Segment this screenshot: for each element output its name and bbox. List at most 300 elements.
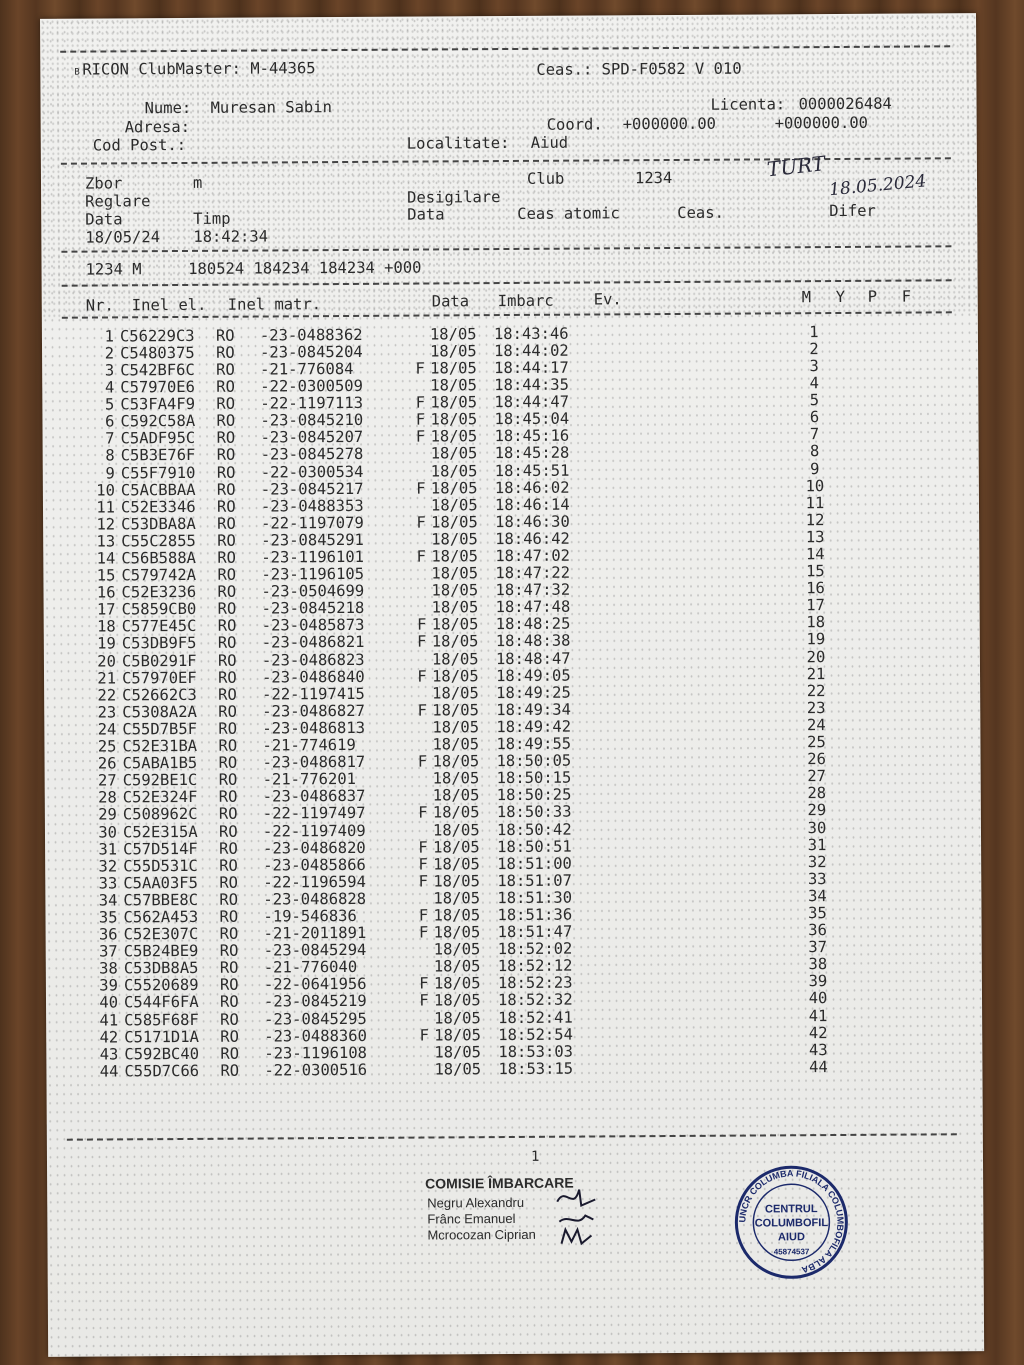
flag-marker xyxy=(411,566,431,583)
arrival-date: 18/05 xyxy=(433,837,480,857)
flag-marker: F xyxy=(417,667,427,686)
handwritten-note: TURT xyxy=(765,151,827,182)
flag-marker: F xyxy=(415,410,426,429)
flag-marker: F xyxy=(418,855,428,874)
row-number: 4 xyxy=(104,378,115,397)
flag-marker xyxy=(414,1044,434,1061)
country-code: RO xyxy=(220,1044,240,1063)
arrival-date: 18/05 xyxy=(432,683,479,703)
flag-marker: F xyxy=(416,513,426,532)
place-number: 4 xyxy=(809,374,819,393)
arrival-time: 18:51:07 xyxy=(497,871,572,890)
flag-marker xyxy=(411,463,431,480)
flag-marker: F xyxy=(415,393,426,412)
arrival-time: 18:53:15 xyxy=(498,1059,574,1078)
country-code: RO xyxy=(217,651,237,670)
ring-matriculation: -22-0300534 xyxy=(260,462,364,482)
arrival-date: 18/05 xyxy=(429,342,477,361)
summary-line: 1234 M 180524 184234 184234 +000 xyxy=(85,258,422,279)
arrival-date: 18/05 xyxy=(432,803,480,822)
flag-marker xyxy=(410,378,430,395)
country-code: RO xyxy=(217,668,237,687)
arrival-time: 18:49:42 xyxy=(496,717,572,737)
country-code: RO xyxy=(219,873,239,892)
flag-marker xyxy=(412,737,432,754)
place-number: 42 xyxy=(808,1023,828,1042)
printed-report-sheet xyxy=(40,13,984,1357)
localitate-value: Aiud xyxy=(530,133,569,152)
ring-matriculation: -22-1197409 xyxy=(262,821,366,841)
place-number: 37 xyxy=(808,938,828,957)
row-number: 23 xyxy=(97,703,117,722)
data2-label: Data xyxy=(407,205,445,224)
ring-electronic: C56229C3 xyxy=(119,326,195,346)
arrival-date: 18/05 xyxy=(433,889,481,908)
zbor-value: m xyxy=(192,173,203,192)
col-inel-el: Inel el. xyxy=(131,295,207,315)
row-number: 26 xyxy=(97,754,117,773)
arrival-time: 18:50:51 xyxy=(497,837,572,856)
place-number: 21 xyxy=(806,664,826,683)
coord-label: Coord. xyxy=(546,115,603,134)
place-number: 32 xyxy=(807,852,827,871)
country-code: RO xyxy=(215,343,235,362)
flag-marker xyxy=(411,446,431,463)
ring-electronic: C5520689 xyxy=(123,976,199,995)
arrival-time: 18:46:14 xyxy=(494,495,570,514)
arrival-date: 18/05 xyxy=(430,461,478,481)
ring-matriculation: -23-0486840 xyxy=(261,667,365,687)
country-code: RO xyxy=(219,941,239,960)
row-number: 39 xyxy=(99,976,118,995)
flag-marker xyxy=(414,959,434,976)
ring-electronic: C5859CB0 xyxy=(121,600,197,619)
ring-electronic: C562A453 xyxy=(123,907,199,927)
col-m: M xyxy=(801,288,812,307)
place-number: 30 xyxy=(807,818,827,837)
ring-matriculation: -23-0486821 xyxy=(261,633,365,652)
ring-matriculation: -23-1196108 xyxy=(264,1043,368,1063)
ring-electronic: C577E45C xyxy=(121,617,197,636)
country-code: RO xyxy=(217,582,237,601)
arrival-time: 18:43:46 xyxy=(493,324,569,343)
col-inel-matr: Inel matr. xyxy=(227,295,322,314)
ring-electronic: C5B0291F xyxy=(121,651,197,670)
country-code: RO xyxy=(217,599,237,619)
place-number: 43 xyxy=(808,1040,828,1059)
country-code: RO xyxy=(217,634,237,653)
place-number: 29 xyxy=(807,801,827,820)
arrival-time: 18:52:54 xyxy=(498,1025,573,1044)
flag-marker: F xyxy=(418,838,428,857)
ring-matriculation: -23-0486813 xyxy=(262,718,366,738)
ring-electronic: C57D514F xyxy=(123,839,198,858)
ring-matriculation: -22-0641956 xyxy=(263,975,367,994)
ring-matriculation: -23-0504699 xyxy=(261,582,365,601)
ring-matriculation: -23-1196101 xyxy=(261,547,365,567)
place-number: 23 xyxy=(806,698,826,718)
place-number: 3 xyxy=(809,357,819,376)
ring-matriculation: -22-0300516 xyxy=(264,1060,368,1080)
ring-matriculation: -23-0845278 xyxy=(260,445,364,464)
ring-matriculation: -22-1197415 xyxy=(262,684,365,704)
arrival-time: 18:52:12 xyxy=(497,956,573,976)
flag-marker xyxy=(414,942,434,959)
zbor-label: Zbor xyxy=(84,174,123,193)
ring-matriculation: -23-0486823 xyxy=(261,650,365,670)
ring-electronic: C55D531C xyxy=(123,856,198,876)
row-number: 22 xyxy=(97,686,117,705)
licenta-value: 0000026484 xyxy=(798,94,892,114)
row-number: 36 xyxy=(98,925,118,944)
country-code: RO xyxy=(219,993,239,1012)
ring-matriculation: -23-0845210 xyxy=(260,411,364,430)
handwritten-date: 18.05.2024 xyxy=(828,171,928,201)
place-number: 25 xyxy=(807,733,826,752)
ring-matriculation: -23-0845295 xyxy=(264,1009,367,1029)
row-number: 6 xyxy=(105,412,115,431)
ring-electronic: C5ACBBAA xyxy=(120,480,196,500)
place-number: 38 xyxy=(808,955,828,974)
ring-matriculation: -23-0488360 xyxy=(264,1026,367,1046)
arrival-date: 18/05 xyxy=(430,376,477,395)
ring-electronic: C5171D1A xyxy=(124,1027,199,1047)
arrival-time: 18:46:02 xyxy=(494,478,570,497)
clock-id: Ceas.: SPD-F0582 V 010 xyxy=(536,59,742,79)
flag-marker: F xyxy=(418,872,429,891)
place-number: 10 xyxy=(805,476,825,495)
row-number: 43 xyxy=(99,1045,119,1064)
arrival-date: 18/05 xyxy=(432,769,480,788)
flag-marker: F xyxy=(415,427,426,446)
ring-matriculation: -23-0845294 xyxy=(263,941,367,960)
col-nr: Nr. xyxy=(85,296,114,315)
ring-electronic: C57970E6 xyxy=(120,377,195,397)
arrival-date: 18/05 xyxy=(433,923,481,942)
ring-matriculation: -22-0300509 xyxy=(260,376,363,396)
place-number: 11 xyxy=(805,493,825,512)
ring-electronic: C55C2855 xyxy=(121,531,196,551)
coord-y: +000000.00 xyxy=(774,113,869,133)
prefix-mark: B xyxy=(74,67,80,78)
ring-electronic: C52E31BA xyxy=(122,736,198,756)
country-code: RO xyxy=(217,531,236,550)
row-number: 42 xyxy=(99,1028,119,1047)
ring-matriculation: -19-546836 xyxy=(263,906,357,926)
row-number: 40 xyxy=(99,993,119,1012)
arrival-time: 18:49:05 xyxy=(495,666,571,685)
coord-x: +000000.00 xyxy=(622,114,717,134)
ring-matriculation: -21-2011891 xyxy=(263,923,367,943)
arrival-time: 18:44:35 xyxy=(494,375,569,395)
arrival-time: 18:44:17 xyxy=(494,358,569,378)
stamp-line-3: AIUD xyxy=(777,1231,805,1244)
reglare-time: 18:42:34 xyxy=(193,227,269,246)
arrival-time: 18:48:47 xyxy=(495,649,571,668)
flag-marker xyxy=(412,720,432,737)
row-number: 20 xyxy=(97,651,116,671)
country-code: RO xyxy=(219,907,239,926)
country-code: RO xyxy=(216,360,235,379)
place-number: 41 xyxy=(808,1006,828,1025)
flag-marker: F xyxy=(418,923,429,942)
row-number: 11 xyxy=(96,498,116,517)
country-code: RO xyxy=(217,617,237,636)
arrival-date: 18/05 xyxy=(434,1060,482,1079)
arrival-time: 18:51:00 xyxy=(497,854,572,873)
ring-matriculation: -22-1197113 xyxy=(260,394,364,413)
place-number: 6 xyxy=(809,408,820,427)
flag-marker xyxy=(414,1062,434,1079)
flag-marker xyxy=(413,822,433,839)
country-code: RO xyxy=(217,565,237,584)
commission-member-1: Negru Alexandru xyxy=(427,1194,525,1211)
signatures xyxy=(551,1183,603,1249)
arrival-date: 18/05 xyxy=(430,393,478,412)
ceas-atomic-label: Ceas atomic xyxy=(517,204,620,223)
arrivals-table-body xyxy=(82,324,839,1081)
row-number: 7 xyxy=(105,429,115,448)
arrival-date: 18/05 xyxy=(433,940,481,959)
country-code: RO xyxy=(220,1027,239,1046)
arrival-time: 18:51:30 xyxy=(497,888,573,907)
ring-matriculation: -22-1197497 xyxy=(262,804,366,823)
arrival-time: 18:50:25 xyxy=(496,785,572,805)
flag-marker xyxy=(410,326,430,343)
place-number: 20 xyxy=(806,647,826,666)
arrival-date: 18/05 xyxy=(433,854,480,874)
arrival-time: 18:48:25 xyxy=(495,615,571,634)
arrival-time: 18:48:38 xyxy=(495,632,571,651)
difer-label: Difer xyxy=(829,201,876,221)
ring-electronic: C52E3236 xyxy=(121,583,197,602)
nume-value: Muresan Sabin xyxy=(210,98,332,117)
flag-marker: F xyxy=(416,615,427,634)
ring-electronic: C5B3E76F xyxy=(120,446,196,465)
arrival-date: 18/05 xyxy=(430,359,477,378)
ring-matriculation: -22-1197079 xyxy=(261,513,364,533)
flag-marker: F xyxy=(418,906,429,925)
arrival-date: 18/05 xyxy=(429,324,477,344)
country-code: RO xyxy=(219,958,239,978)
arrival-date: 18/05 xyxy=(431,581,479,600)
row-number: 27 xyxy=(97,771,117,790)
arrival-date: 18/05 xyxy=(433,906,481,925)
place-number: 34 xyxy=(807,886,827,906)
country-code: RO xyxy=(219,839,238,858)
flag-marker: F xyxy=(415,359,425,378)
country-code: RO xyxy=(217,548,237,567)
arrival-date: 18/05 xyxy=(432,735,480,754)
arrival-date: 18/05 xyxy=(432,752,480,771)
ring-matriculation: -23-0845218 xyxy=(261,599,365,618)
flag-marker xyxy=(411,532,431,549)
country-code: RO xyxy=(219,890,239,909)
row-number: 8 xyxy=(105,446,115,465)
place-number: 26 xyxy=(807,750,826,769)
col-y: Y xyxy=(835,287,846,307)
row-number: 41 xyxy=(99,1010,119,1030)
arrival-date: 18/05 xyxy=(431,666,479,686)
place-number: 14 xyxy=(805,545,825,564)
row-number: 30 xyxy=(98,822,118,842)
arrival-time: 18:46:30 xyxy=(495,512,570,531)
country-code: RO xyxy=(218,736,238,755)
ring-matriculation: -23-0845219 xyxy=(263,992,367,1011)
arrival-date: 18/05 xyxy=(433,957,481,976)
country-code: RO xyxy=(216,497,236,516)
arrival-date: 18/05 xyxy=(431,513,478,532)
flag-marker: F xyxy=(417,701,427,720)
arrival-date: 18/05 xyxy=(432,786,480,805)
desigilare-label: Desigilare xyxy=(407,188,501,207)
country-code: RO xyxy=(216,377,235,396)
ring-matriculation: -23-0485873 xyxy=(261,616,365,635)
club-stamp xyxy=(733,1164,850,1281)
col-f: F xyxy=(901,287,912,306)
place-number: 7 xyxy=(809,425,820,444)
flag-marker: F xyxy=(416,479,426,498)
stamp-line-1: CENTRUL xyxy=(764,1203,818,1216)
ring-electronic: C592BE1C xyxy=(122,771,198,790)
flag-marker xyxy=(411,583,431,600)
arrival-time: 18:44:02 xyxy=(493,341,569,360)
arrival-time: 18:52:32 xyxy=(497,991,573,1010)
flag-marker xyxy=(412,600,432,617)
flag-marker: F xyxy=(417,752,428,771)
flag-marker: F xyxy=(416,547,427,566)
place-number: 28 xyxy=(807,784,827,803)
ring-matriculation: -21-776201 xyxy=(262,770,357,789)
arrival-date: 18/05 xyxy=(434,1042,482,1062)
arrival-date: 18/05 xyxy=(434,1008,481,1028)
ring-electronic: C5480375 xyxy=(119,343,195,363)
col-p: P xyxy=(867,287,878,306)
row-number: 2 xyxy=(104,344,115,363)
ring-electronic: C579742A xyxy=(121,566,197,585)
place-number: 39 xyxy=(808,972,828,991)
arrival-time: 18:45:51 xyxy=(494,461,570,480)
arrival-time: 18:47:22 xyxy=(495,563,571,583)
flag-marker xyxy=(413,891,433,908)
arrival-time: 18:50:05 xyxy=(496,751,572,771)
arrival-time: 18:50:15 xyxy=(496,768,572,788)
row-number: 5 xyxy=(104,395,115,414)
ring-matriculation: -23-0486817 xyxy=(262,753,366,772)
stamp-ring-text: UNCR COLUMBA FILIALA COLUMBOFILA ALBA xyxy=(737,1168,846,1276)
arrival-date: 18/05 xyxy=(431,598,479,617)
arrival-date: 18/05 xyxy=(430,427,478,446)
row-number: 35 xyxy=(98,908,118,927)
row-number: 9 xyxy=(105,463,115,483)
flag-marker: F xyxy=(419,974,429,993)
row-number: 38 xyxy=(99,959,118,978)
row-number: 33 xyxy=(98,874,118,893)
arrival-date: 18/05 xyxy=(431,564,479,583)
flag-marker: F xyxy=(418,803,428,822)
country-code: RO xyxy=(216,446,236,465)
row-number: 19 xyxy=(97,634,116,654)
row-number: 17 xyxy=(96,600,116,619)
row-number: 25 xyxy=(97,737,117,756)
place-number: 5 xyxy=(809,391,820,410)
ring-matriculation: -21-776040 xyxy=(263,958,358,977)
arrival-date: 18/05 xyxy=(433,991,481,1010)
place-number: 19 xyxy=(806,630,826,649)
ring-electronic: C57970EF xyxy=(121,668,197,688)
place-number: 31 xyxy=(807,835,827,854)
arrival-time: 18:46:42 xyxy=(495,529,570,549)
place-number: 16 xyxy=(806,579,825,598)
place-number: 17 xyxy=(806,596,825,615)
col-ev: Ev. xyxy=(593,290,622,309)
commission-member-3: Mcrocozan Ciprian xyxy=(427,1226,536,1243)
ring-matriculation: -23-0845204 xyxy=(259,342,363,362)
ring-electronic: C5B24BE9 xyxy=(123,942,199,961)
country-code: RO xyxy=(219,856,238,875)
arrival-time: 18:44:47 xyxy=(494,392,570,412)
ring-electronic: C57BBE8C xyxy=(123,890,199,910)
ring-electronic: C592C58A xyxy=(120,412,196,431)
adresa-label: Adresa: xyxy=(124,117,191,137)
place-number: 15 xyxy=(805,562,825,581)
ring-electronic: C52E307C xyxy=(123,924,199,944)
row-number: 16 xyxy=(96,583,116,602)
arrival-time: 18:52:41 xyxy=(498,1008,573,1027)
row-number: 14 xyxy=(96,549,116,568)
ring-matriculation: -23-0486827 xyxy=(262,701,365,721)
ring-matriculation: -23-0485866 xyxy=(263,855,366,875)
commission-title: COMISIE ÎMBARCARE xyxy=(425,1174,574,1192)
ring-matriculation: -23-0845217 xyxy=(260,479,364,499)
row-number: 15 xyxy=(96,566,116,585)
club-label: Club xyxy=(526,169,565,188)
country-code: RO xyxy=(216,429,236,448)
country-code: RO xyxy=(218,770,238,790)
country-code: RO xyxy=(218,805,238,824)
arrival-time: 18:52:23 xyxy=(497,973,573,993)
place-number: 35 xyxy=(808,904,827,923)
country-code: RO xyxy=(218,822,238,841)
arrival-date: 18/05 xyxy=(431,615,479,634)
place-number: 13 xyxy=(805,527,825,547)
col-imbarc: Imbarc xyxy=(497,291,554,311)
club-value: 1234 xyxy=(634,168,673,188)
nume-label: Nume: xyxy=(144,98,192,118)
arrival-date: 18/05 xyxy=(434,1025,481,1045)
ring-matriculation: -21-776084 xyxy=(260,359,354,379)
flag-marker xyxy=(412,685,432,702)
country-code: RO xyxy=(219,924,239,943)
country-code: RO xyxy=(217,514,236,533)
data-label: Data xyxy=(85,210,123,229)
arrival-time: 18:49:34 xyxy=(496,700,571,719)
arrival-date: 18/05 xyxy=(430,410,478,429)
flag-marker xyxy=(410,344,430,361)
place-number: 9 xyxy=(810,459,820,478)
ring-electronic: C5ADF95C xyxy=(120,429,196,448)
row-number: 28 xyxy=(98,788,117,807)
localitate-label: Localitate: xyxy=(406,133,510,153)
ring-matriculation: -23-0488353 xyxy=(260,496,364,516)
row-number: 24 xyxy=(97,720,117,739)
row-number: 31 xyxy=(98,840,118,859)
place-number: 44 xyxy=(809,1057,828,1077)
ring-electronic: C53DB8A5 xyxy=(123,959,199,978)
country-code: RO xyxy=(220,1010,239,1029)
row-number: 13 xyxy=(96,532,116,551)
row-number: 37 xyxy=(98,942,118,961)
